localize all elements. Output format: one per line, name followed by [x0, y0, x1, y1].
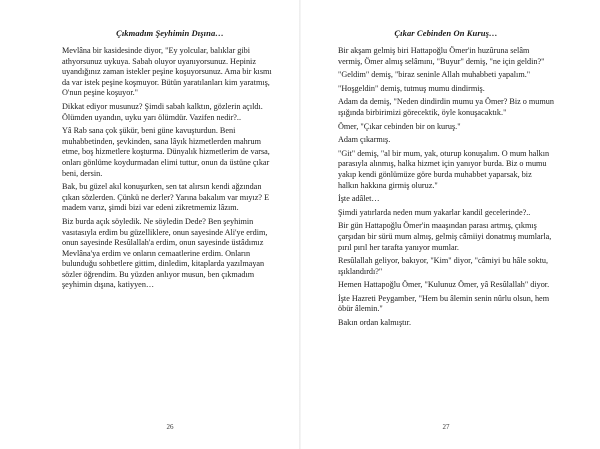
page-number: 27 — [442, 423, 450, 431]
paragraph: "Geldim" demiş, "biraz seninle Allah muhabbeti yapalım." — [338, 70, 531, 80]
paragraph: Şimdi yatırlarda neden mum yakarlar kandil gecelerinde?.. — [338, 207, 531, 217]
paragraph: Bir akşam gelmiş biri Hattapoğlu Ömer'in huzûruna selâm vermiş, Ömer almış selâmını, "Buyur" demiş, "ne için geldin?" — [338, 46, 545, 66]
right-page — [300, 0, 600, 449]
paragraph: Biz burda açık söyledik. Ne söyledin Dede? Ben şeyhimin vasıtasıyla erdim bu güzelliklere, onun sayesinde Ali'ye erdim, onun sayesinde Resûlallah'a erdim, onun sayesinde üstâdımız Mevlâna'ya erdim ve onların cemaatlerine erdim. Onların bulunduğu sohbetlere gittim, dinledim, kitaplarda yazılmayan sözler öğrendim. Bu yüzden anlıyor musun, ben çıkmadım şeyhimin dışına, katiyyen… — [62, 216, 268, 290]
paragraph: Dikkat ediyor musunuz? Şimdi sabah kalktın, gözlerin açıldı. Ölümden uyandın, uyku yarı ölümdür. Vazifen nedir?.. — [62, 101, 263, 122]
running-head: Çıkmadım Şeyhimin Dışına… — [116, 28, 224, 38]
paragraph: Ömer, "Çıkar cebinden bir on kuruş." — [338, 121, 461, 131]
paragraph: Bir gün Hattapoğlu Ömer'in maaşından parası artmış, çıkmış çarşıdan bir sürü mum almış, gelmiş câmiiyi donatmış mumlarla, pırıl pırıl her tarafta yanıyor mumlar. — [338, 221, 552, 252]
paragraph: Bakın ordan kalmıştır. — [338, 318, 411, 328]
paragraph: Mevlâna bir kasidesinde diyor, "Ey yolcular, balıklar gibi athyorsunuz uykuya. Sabah oluyor uyanıyorsunuz. Hepiniz uyandığınız zaman istekler peşine koşuyorsunuz. Ama bir kısmı da var istek peşine koşmuyor. Bütün yaratılanları kim yaratmış, O'nun peşine koşuyor." — [62, 46, 272, 98]
page-number: 26 — [166, 423, 174, 431]
paragraph: Resûlallah geliyor, bakıyor, "Kim" diyor, "câmiyi bu hâle soktu, ışıklandırdı?" — [338, 256, 549, 276]
paragraph: "Hoşgeldin" demiş, tutmuş mumu dindirmiş. — [338, 83, 485, 93]
paragraph: Bak, bu güzel akıl konuşurken, sen tat alırsın kendi ağzından çıkan sözlerden. Çünkü ne derler? Yarına bakalım var mıyız? E madem varız, şimdi bizi var edeni zikretmemiz lâzım. — [62, 182, 270, 213]
paragraph: İşte adâlet… — [338, 194, 380, 204]
paragraph: İşte Hazreti Peygamber, "Hem bu âlemin senin nûrlu olsun, hem öbür âlemin." — [338, 293, 550, 314]
paragraph: Yâ Rab sana çok şükür, beni güne kavuşturdun. Beni muhabbetinden, şevkinden, sana lâyık hizmetlerden mahrum etme, boş hizmetlere koşturma. Dünyalık hizmetlerim de varsa, onları gönlüme koydurmadan elimi tuttur, onun da üstüne çıkar beni, dersin. — [62, 126, 270, 178]
paragraph: Adam da demiş, "Neden dindirdin mumu ya Ömer? Biz o mumun ışığında birbirimizi görecektik, öyle konuşacaktık." — [338, 97, 554, 117]
paragraph: Adam çıkarmış. — [338, 135, 391, 145]
running-head: Çıkar Cebinden On Kuruş… — [394, 28, 498, 38]
paragraph: "Git" demiş, "al bir mum, yak, oturup konuşalım. O mum halkın parasıyla alınmış, halka hizmet için yanıyor burda. Biz o mumu yakıp kendi gönlümüze göre burda muhabbet yaparsak, biz halkın hakkına girmiş oluruz." — [338, 148, 550, 190]
paragraph: Hemen Hattapoğlu Ömer, "Kulunuz Ömer, yâ Resûlallah" diyor. — [338, 280, 550, 290]
